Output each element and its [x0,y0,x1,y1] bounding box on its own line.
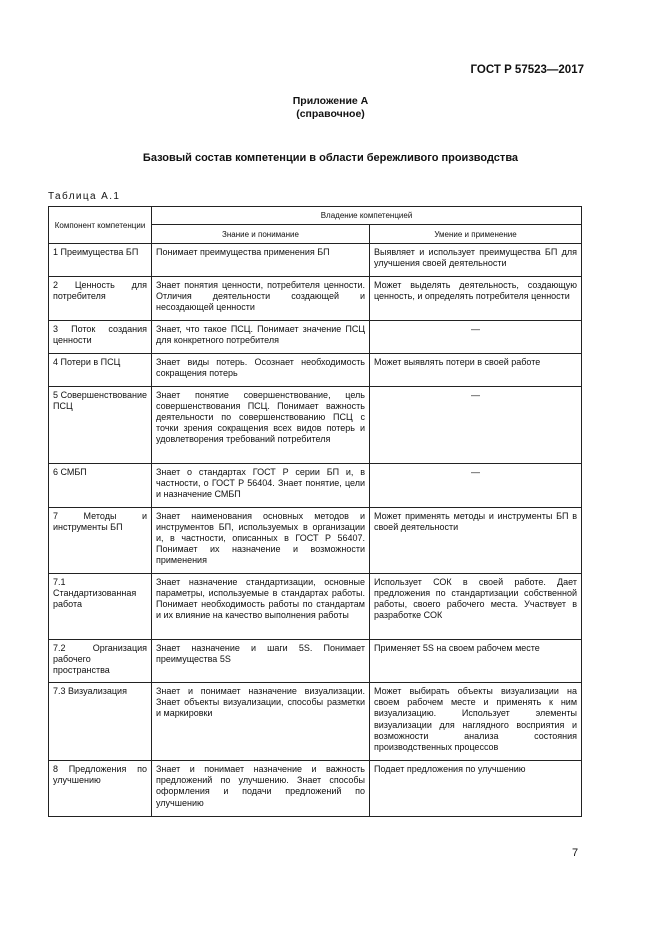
skills-cell: Может выделять деятельность, создающую ценность, и определять потребителя ценности [370,277,582,321]
table-row [49,683,582,761]
component-cell: 1 Преимущества БП [49,244,152,277]
component-cell: 7.1 Стандартизованная работа [49,574,152,640]
appendix-title: Приложение А [292,95,369,107]
component-cell: 2 Ценность для потребителя [49,277,152,321]
skills-cell: — [370,387,582,464]
knowledge-cell: Знает назначение стандартизации, основные параметры, используемые в стандартах работы. Понимает необходимость работы по стандартам и их влияние на качество выполнения работы [152,574,370,640]
table-row [49,640,582,683]
knowledge-cell: Знает о стандартах ГОСТ Р серии БП и, в частности, о ГОСТ Р 56404. Знает понятие, цели и назначение СМБП [152,464,370,508]
col-header-knowledge: Знание и понимание [152,225,370,244]
component-cell: 7.2 Организация рабочего пространства [49,640,152,683]
skills-cell: — [370,321,582,354]
knowledge-cell: Знает и понимает назначение визуализации. Знает объекты визуализации, способы разметки и маркировки [152,683,370,761]
col-header-component: Компонент компетенции [49,207,152,244]
knowledge-cell: Знает и понимает назначение и важность предложений по улучшению. Знает способы оформления и подачи предложений по улучшению [152,761,370,817]
table-row [49,574,582,640]
knowledge-cell: Понимает преимущества применения БП [152,244,370,277]
table-row [49,761,582,817]
knowledge-cell: Знает, что такое ПСЦ. Понимает значение ПСЦ для конкретного потребителя [152,321,370,354]
main-title: Базовый состав компетенции в области бережливого производства [142,152,519,164]
skills-cell: Выявляет и использует преимущества БП для улучшения своей деятельности [370,244,582,277]
knowledge-cell: Знает назначение и шаги 5S. Понимает преимущества 5S [152,640,370,683]
component-cell: 8 Предложения по улучшению [49,761,152,817]
table-row [49,354,582,387]
knowledge-cell: Знает понятие совершенствование, цель совершенствования ПСЦ. Понимает важность деятельности по совершенствованию ПСЦ с точки зрения сокращения всех видов потерь и удовлетворения требований потребителя [152,387,370,464]
knowledge-cell: Знает наименования основных методов и инструментов БП, используемых в организации и, в частности, описанных в ГОСТ Р 56407. Понимает их назначение и возможности применения [152,508,370,574]
component-cell: 5 Совершенствование ПСЦ [49,387,152,464]
table-row [49,464,582,508]
component-cell: 6 СМБП [49,464,152,508]
component-cell: 7.3 Визуализация [49,683,152,761]
knowledge-cell: Знает виды потерь. Осознает необходимость сокращения потерь [152,354,370,387]
appendix-kind: (справочное) [296,108,365,120]
table-row [49,277,582,321]
skills-cell: Использует СОК в своей работе. Дает предложения по стандартизации собственной работы, своего рабочего места. Участвует в разработке СОК [370,574,582,640]
skills-cell: Подает предложения по улучшению [370,761,582,817]
competence-table [48,206,582,817]
table-row [49,387,582,464]
skills-cell: — [370,464,582,508]
page-number: 7 [572,847,579,859]
skills-cell: Может применять методы и инструменты БП в своей деятельности [370,508,582,574]
component-cell: 3 Поток создания ценности [49,321,152,354]
table-row [49,244,582,277]
table-row [49,508,582,574]
col-header-mastery: Владение компетенцией [152,207,582,225]
table-row [49,321,582,354]
table-label: Таблица А.1 [48,191,121,202]
col-header-skills: Умение и применение [370,225,582,244]
component-cell: 7 Методы и инструменты БП [49,508,152,574]
skills-cell: Применяет 5S на своем рабочем месте [370,640,582,683]
skills-cell: Может выявлять потери в своей работе [370,354,582,387]
standard-code: ГОСТ Р 57523—2017 [470,64,584,76]
skills-cell: Может выбирать объекты визуализации на своем рабочем месте и применять к ним визуализацию. Использует элементы визуализации для наглядного восприятия и возможности анализа состояния производственных процессов [370,683,582,761]
knowledge-cell: Знает понятия ценности, потребителя ценности. Отличия деятельности создающей и несоздающей ценности [152,277,370,321]
component-cell: 4 Потери в ПСЦ [49,354,152,387]
